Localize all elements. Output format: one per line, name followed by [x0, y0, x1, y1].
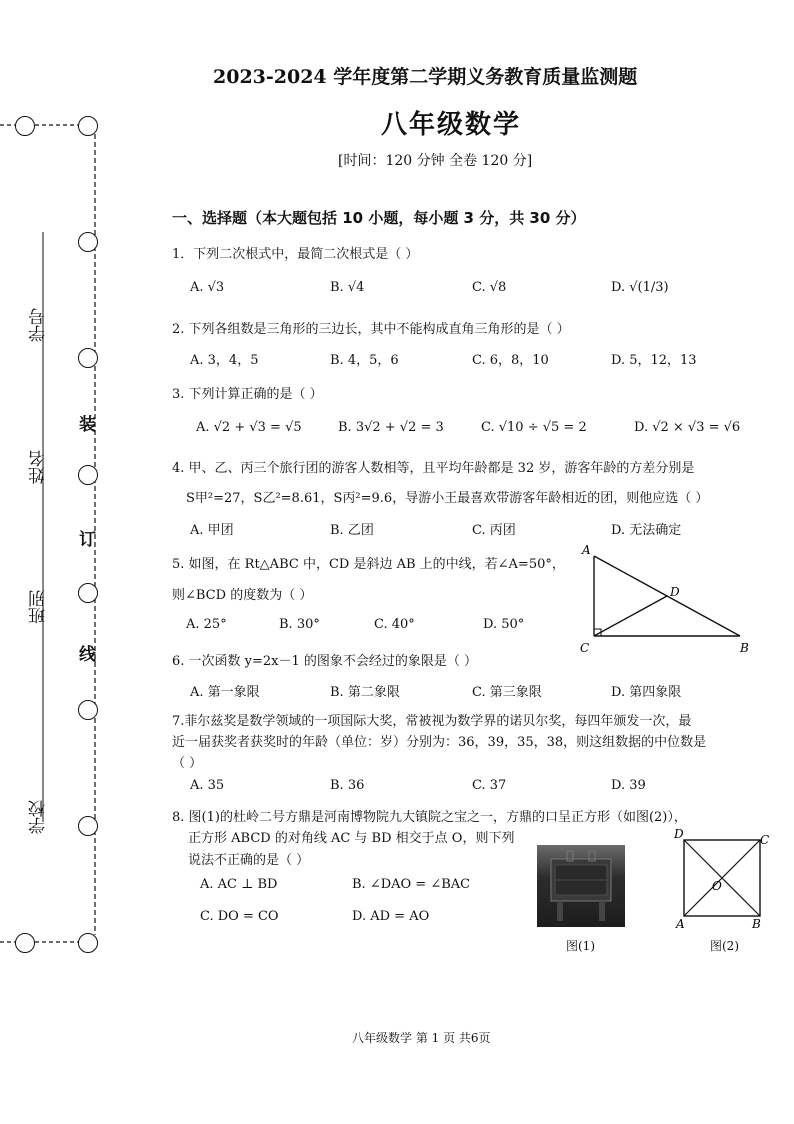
vertex-c-label: C — [760, 833, 770, 847]
option-b: B. 第二象限 — [330, 685, 400, 700]
vertex-b-label: B — [752, 917, 761, 931]
binding-mark-xian: 线 — [79, 645, 96, 665]
school-label: 学校 — [29, 800, 49, 834]
option-d: D. 39 — [611, 778, 646, 793]
binding-mark-ding: 订 — [79, 530, 96, 550]
option-d: D. √(1/3) — [611, 280, 669, 295]
figure-1-caption: 图(1) — [566, 939, 595, 953]
binding-margin — [0, 0, 120, 1124]
option-b: B. 30° — [279, 617, 320, 632]
question-stem: 2. 下列各组数是三角形的三边长，其中不能构成直角三角形的是（ ） — [172, 322, 570, 337]
option-a: A. 25° — [186, 617, 227, 632]
figure-2-caption: 图(2) — [710, 939, 739, 953]
option-d: D. AD = AO — [352, 909, 430, 924]
question-stem: 8. 图(1)的杜岭二号方鼎是河南博物院九大镇院之宝之一，方鼎的口呈正方形（如图(2)）， — [172, 810, 687, 825]
question-stem: 7.菲尔兹奖是数学领域的一项国际大奖，常被视为数学界的诺贝尔奖，每四年颁发一次，最 — [172, 714, 692, 729]
ding-photo — [537, 845, 625, 927]
question-stem: 6. 一次函数 y=2x－1 的图象不会经过的象限是（ ） — [172, 654, 478, 669]
vertex-a-label: A — [676, 917, 685, 931]
option-b: B. √4 — [330, 280, 365, 295]
binding-ring — [78, 816, 98, 836]
option-b: B. 3√2 + √2 = 3 — [338, 420, 444, 435]
option-a: A. 3，4，5 — [190, 353, 259, 368]
option-c: C. √8 — [472, 280, 507, 295]
binding-ring — [15, 116, 35, 136]
option-d: D. 50° — [483, 617, 525, 632]
option-c: C. 第三象限 — [472, 685, 542, 700]
question-stem: 4. 甲、乙、丙三个旅行团的游客人数相等，且平均年龄都是 32 岁，游客年龄的方差分别是 — [172, 461, 695, 476]
option-a: A. 35 — [190, 778, 225, 793]
option-b: B. 乙团 — [330, 523, 374, 538]
option-d: D. 第四象限 — [611, 685, 682, 700]
option-d: D. 5，12，13 — [611, 353, 697, 368]
student-name-label: 姓名 — [29, 450, 49, 484]
question-stem: 5. 如图，在 Rt△ABC 中，CD 是斜边 AB 上的中线，若∠A=50°， — [172, 557, 565, 572]
binding-ring — [78, 232, 98, 252]
binding-ring — [78, 348, 98, 368]
binding-ring — [78, 583, 98, 603]
ding-vessel-image — [537, 845, 625, 927]
option-a: A. AC ⊥ BD — [200, 877, 278, 892]
question-stem-cont: 近一届获奖者获奖时的年龄（单位：岁）分别为：36，39，35，38，则这组数据的中位数是 — [172, 735, 707, 750]
vertex-b-label: B — [740, 641, 749, 655]
exam-title: 2023-2024 学年度第二学期义务教育质量监测题 — [213, 66, 638, 88]
binding-ring — [78, 700, 98, 720]
binding-ring — [15, 933, 35, 953]
option-c: C. 6，8，10 — [472, 353, 549, 368]
page-footer: 八年级数学 第 1 页 共6页 — [352, 1031, 491, 1045]
triangle-figure — [572, 540, 762, 660]
vertex-d-label: D — [674, 827, 684, 841]
option-d: D. √2 × √3 = √6 — [634, 420, 741, 435]
binding-ring — [78, 116, 98, 136]
question-stem-cont: （ ） — [172, 756, 203, 771]
binding-ring — [78, 465, 98, 485]
center-o-label: O — [712, 879, 722, 893]
option-a: A. 第一象限 — [190, 685, 260, 700]
question-stem-cont: 则∠BCD 的度数为（ ） — [172, 588, 313, 603]
binding-ring — [78, 933, 98, 953]
option-d: D. 无法确定 — [611, 523, 682, 538]
question-stem-cont: S甲²=27，S乙²=8.61，S丙²=9.6，导游小王最喜欢带游客年龄相近的团，则他应选（ ） — [186, 491, 709, 506]
option-b: B. 4，5，6 — [330, 353, 399, 368]
binding-mark-zhuang: 装 — [79, 415, 96, 435]
option-c: C. 40° — [374, 617, 415, 632]
square-figure — [670, 826, 780, 936]
question-stem: 1．下列二次根式中，最简二次根式是（ ） — [172, 247, 419, 262]
vertex-c-label: C — [580, 641, 590, 655]
option-b: B. 36 — [330, 778, 365, 793]
vertex-d-label: D — [670, 585, 680, 599]
option-c: C. √10 ÷ √5 = 2 — [481, 420, 587, 435]
subject-title: 八年级数学 — [381, 110, 522, 140]
section-heading: 一、选择题（本大题包括 10 小题，每小题 3 分，共 30 分） — [172, 209, 586, 227]
class-label: 班别 — [29, 590, 49, 624]
option-c: C. DO = CO — [200, 909, 279, 924]
option-c: C. 丙团 — [472, 523, 516, 538]
option-b: B. ∠DAO = ∠BAC — [352, 877, 471, 892]
question-stem-cont: 正方形 ABCD 的对角线 AC 与 BD 相交于点 O，则下列 — [188, 831, 515, 846]
option-c: C. 37 — [472, 778, 507, 793]
question-stem-cont: 说法不正确的是（ ） — [188, 853, 310, 868]
exam-info: [时间：120 分钟 全卷 120 分] — [338, 153, 533, 169]
option-a: A. 甲团 — [190, 523, 234, 538]
student-number-label: 学号 — [29, 308, 49, 342]
vertex-a-label: A — [582, 543, 591, 557]
question-stem: 3. 下列计算正确的是（ ） — [172, 387, 323, 402]
option-a: A. √2 + √3 = √5 — [196, 420, 302, 435]
option-a: A. √3 — [190, 280, 225, 295]
